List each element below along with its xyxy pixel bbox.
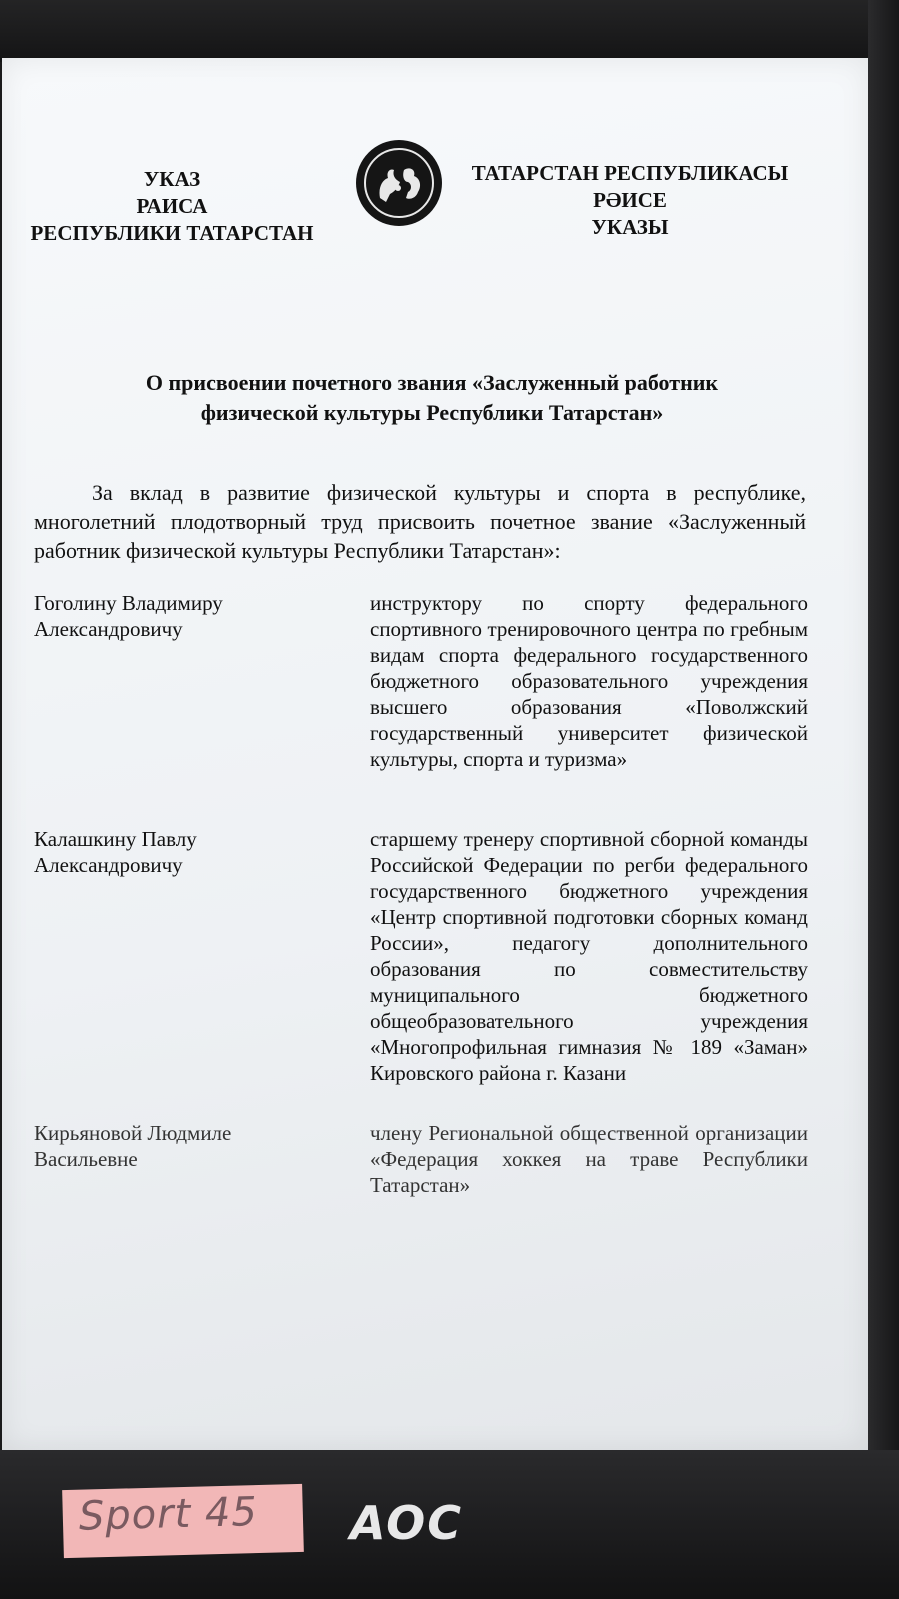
header-right-line3: УКАЗЫ [591, 215, 669, 239]
awardee-name: Кирьяновой Людмиле Васильевне [34, 1121, 232, 1171]
sticker-text: Sport 45 [78, 1489, 259, 1540]
header-right-line1: ТАТАРСТАН РЕСПУБЛИКАСЫ [471, 161, 789, 185]
awardee-position: старшему тренеру спортивной сборной команды Российской Федерации по регби федерального государственного бюджетного учреждения «Центр спортивной подготовки сборных команд России», педагогу дополнительного образования по совместительству муниципального бюджетного общеобразовательного учреждения «Многопрофильная гимназия № 189 «Заман» Кировского района г. Казани [370, 827, 808, 1085]
header-left-line3: РЕСПУБЛИКИ ТАТАРСТАН [30, 221, 314, 245]
header-left-line1: УКАЗ [143, 167, 201, 191]
awardee-name: Гоголину Владимиру Александровичу [34, 591, 223, 641]
intro-paragraph: За вклад в развитие физической культуры и спорта в республике, многолетний плодотворный труд присвоить почетное звание «Заслуженный работник физической культуры Республики Татарстан»: [34, 480, 806, 563]
awardee-name: Калашкину Павлу Александровичу [34, 827, 197, 877]
awardee-position: инструктору по спорту федерального спортивного тренировочного центра по гребным видам спорта федерального государственного бюджетного образовательного учреждения высшего образования «Поволжский государственный университет физической культуры, спорта и туризма» [370, 591, 808, 771]
tatarstan-emblem-icon [356, 140, 442, 226]
monitor-screen [2, 58, 868, 1450]
awardee-position: члену Региональной общественной организации «Федерация хоккея на траве Республики Татарстан» [370, 1121, 808, 1197]
document-title [82, 368, 782, 428]
title-line2: физической культуры Республики Татарстан» [200, 400, 664, 425]
header-left-line2: РАИСА [136, 194, 208, 218]
title-line1: О присвоении почетного звания «Заслуженный работник [145, 370, 719, 395]
sticker-note [62, 1484, 304, 1558]
header-right [470, 160, 790, 241]
monitor-bezel-top [0, 0, 899, 62]
monitor-brand-logo: AOC [350, 1496, 464, 1550]
monitor-bezel-right [868, 0, 899, 1599]
header-right-line2: РӘИСЕ [593, 188, 667, 212]
header-left [22, 166, 322, 247]
